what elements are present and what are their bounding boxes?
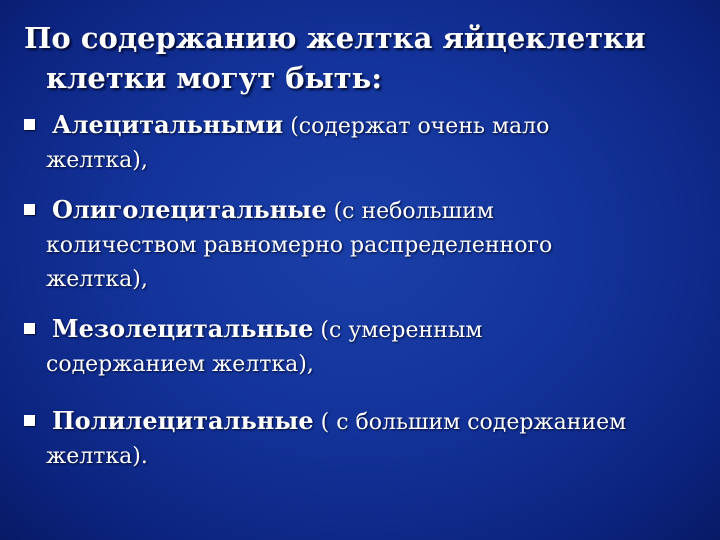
list-item-oligolecithal (24, 193, 714, 297)
term-label: Олиголецитальные (52, 195, 327, 224)
term-description-continued: желтка), (46, 148, 148, 173)
list-item-mesolecithal (24, 312, 714, 382)
title-line-1: По содержанию желтка яйцеклетки (24, 21, 646, 55)
term-label: Полилецитальные (52, 406, 314, 435)
square-bullet-icon (24, 323, 35, 334)
square-bullet-icon (24, 415, 35, 426)
term-description: (содержат очень мало (290, 114, 550, 139)
term-description: ( с большим содержанием (320, 410, 627, 435)
term-label: Мезолецитальные (52, 314, 314, 343)
term-description: (с умеренным (320, 318, 483, 343)
term-description-continued: желтка), (46, 267, 148, 292)
list-item-alecithal (24, 108, 714, 178)
title-line-2: клетки могут быть: (46, 61, 383, 95)
term-description-continued: количеством равномерно распределенного (46, 233, 553, 258)
term-label: Алецитальными (52, 110, 284, 139)
term-description: (с небольшим (333, 199, 494, 224)
square-bullet-icon (24, 204, 35, 215)
list-item-polylecithal (24, 404, 714, 474)
slide-title (24, 18, 704, 98)
square-bullet-icon (24, 119, 35, 130)
term-description-continued: содержанием желтка), (46, 352, 314, 377)
term-description-continued: желтка). (46, 444, 148, 469)
